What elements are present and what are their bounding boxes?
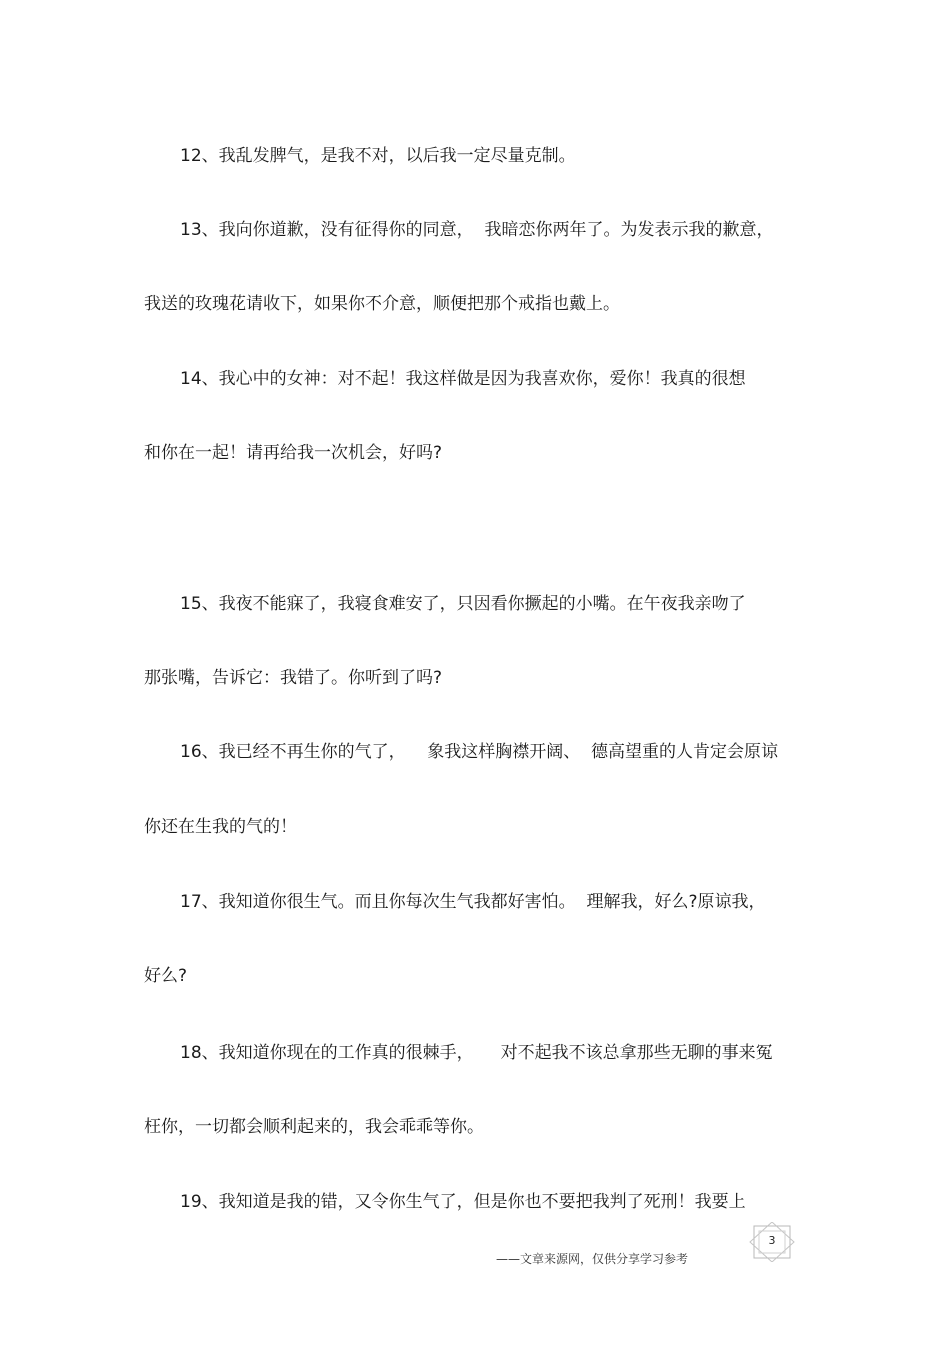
paragraph-18-line-1: 18、我知道你现在的工作真的很棘手， 对不起我不该总拿那些无聊的事来冤	[180, 1043, 773, 1063]
paragraph-12-line-1: 12、我乱发脾气，是我不对，以后我一定尽量克制。	[180, 146, 576, 166]
paragraph-16-line-1: 16、我已经不再生你的气了， 象我这样胸襟开阔、 德高望重的人肯定会原谅	[180, 742, 779, 762]
paragraph-16-line-2: 你还在生我的气的！	[144, 817, 297, 837]
page-number: 3	[768, 1234, 776, 1247]
page-number-badge	[748, 1222, 796, 1262]
paragraph-15-line-2: 那张嘴，告诉它：我错了。你听到了吗?	[144, 668, 443, 688]
paragraph-15-line-1: 15、我夜不能寐了，我寝食难安了，只因看你撅起的小嘴。在午夜我亲吻了	[180, 594, 746, 614]
paragraph-17-line-2: 好么?	[144, 966, 188, 986]
paragraph-14-line-2: 和你在一起！请再给我一次机会，好吗?	[144, 443, 443, 463]
footer-source-note: ——文章来源网，仅供分享学习参考	[496, 1252, 689, 1266]
paragraph-19-line-1: 19、我知道是我的错，又令你生气了，但是你也不要把我判了死刑！我要上	[180, 1192, 746, 1212]
paragraph-17-line-1: 17、我知道你很生气。而且你每次生气我都好害怕。 理解我，好么?原谅我，	[180, 892, 766, 912]
paragraph-13-line-2: 我送的玫瑰花请收下，如果你不介意，顺便把那个戒指也戴上。	[144, 294, 620, 314]
paragraph-14-line-1: 14、我心中的女神：对不起！我这样做是因为我喜欢你，爱你！我真的很想	[180, 369, 746, 389]
paragraph-13-line-1: 13、我向你道歉，没有征得你的同意， 我暗恋你两年了。为发表示我的歉意，	[180, 220, 774, 240]
paragraph-18-line-2: 枉你，一切都会顺利起来的，我会乖乖等你。	[144, 1117, 484, 1137]
